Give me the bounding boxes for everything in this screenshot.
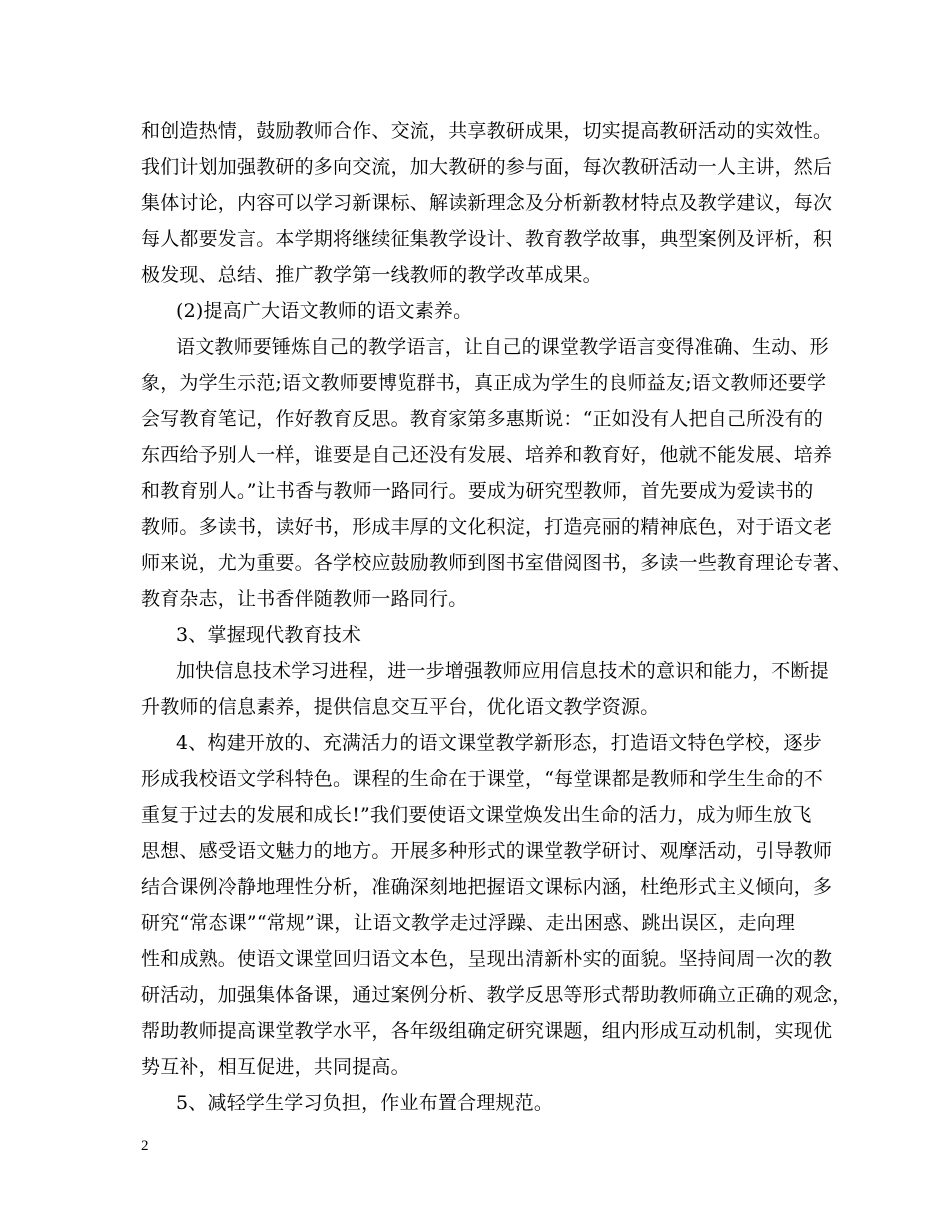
text-line: 每人都要发言。本学期将继续征集教学设计、教育教学故事，典型案例及评析，积 — [141, 228, 833, 250]
text-line: 重复于过去的发展和成长!”我们要使语文课堂焕发出生命的活力，成为师生放飞 — [141, 804, 812, 826]
text-line: 教师。多读书，读好书，形成丰厚的文化积淀，打造亮丽的精神底色，对于语文老 — [141, 516, 833, 538]
text-line: 集体讨论，内容可以学习新课标、解读新理念及分析新教材特点及教学建议，每次 — [141, 192, 833, 214]
text-line: 加快信息技术学习进程，进一步增强教师应用信息技术的意识和能力，不断提 — [176, 660, 829, 682]
text-line: 教育杂志，让书香伴随教师一路同行。 — [141, 588, 468, 610]
section-heading: 5、减轻学生学习负担，作业布置合理规范。 — [176, 1092, 554, 1114]
text-line: 思想、感受语文魅力的地方。开展多种形式的课堂教学研讨、观摩活动，引导教师 — [141, 840, 833, 862]
text-line: 会写教育笔记，作好教育反思。教育家第多惠斯说：“正如没有人把自己所没有的 — [141, 408, 823, 430]
subheading: (2)提高广大语文教师的语文素养。 — [176, 300, 473, 322]
text-line: 研活动，加强集体备课，通过案例分析、教学反思等形式帮助教师确立正确的观念， — [141, 984, 852, 1006]
text-line: 语文教师要锤炼自己的教学语言，让自己的课堂教学语言变得准确、生动、形 — [176, 336, 829, 358]
text-line: 形成我校语文学科特色。课程的生命在于课堂，“每堂课都是教师和学生生命的不 — [141, 768, 823, 790]
section-heading: 3、掌握现代教育技术 — [176, 624, 362, 646]
text-line: 帮助教师提高课堂教学水平，各年级组确定研究课题，组内形成互动机制，实现优 — [141, 1020, 833, 1042]
page-number: 2 — [141, 1138, 149, 1154]
text-line: 和创造热情，鼓励教师合作、交流，共享教研成果，切实提高教研活动的实效性。 — [141, 120, 833, 142]
text-line: 势互补，相互促进，共同提高。 — [141, 1056, 410, 1078]
text-line: 师来说，尤为重要。各学校应鼓励教师到图书室借阅图书，多读一些教育理论专著、 — [141, 552, 852, 574]
text-line: 结合课例冷静地理性分析，准确深刻地把握语文课标内涵，杜绝形式主义倾向，多 — [141, 876, 833, 898]
text-line: 和教育别人。”让书香与教师一路同行。要成为研究型教师，首先要成为爱读书的 — [141, 480, 814, 502]
text-line: 性和成熟。使语文课堂回归语文本色，呈现出清新朴实的面貌。坚持间周一次的教 — [141, 948, 833, 970]
text-line: 极发现、总结、推广教学第一线教师的教学改革成果。 — [141, 264, 602, 286]
text-line: 研究“常态课”“常规”课，让语文教学走过浮躁、走出困惑、跳出误区，走向理 — [141, 912, 796, 934]
text-line: 升教师的信息素养，提供信息交互平台，优化语文教学资源。 — [141, 696, 660, 718]
section-heading: 4、构建开放的、充满活力的语文课堂教学新形态，打造语文特色学校，逐步 — [176, 732, 822, 754]
text-line: 东西给予别人一样，谁要是自己还没有发展、培养和教育好，他就不能发展、培养 — [141, 444, 833, 466]
text-line: 我们计划加强教研的多向交流，加大教研的参与面，每次教研活动一人主讲，然后 — [141, 156, 833, 178]
text-line: 象，为学生示范;语文教师要博览群书，真正成为学生的良师益友;语文教师还要学 — [141, 372, 827, 394]
